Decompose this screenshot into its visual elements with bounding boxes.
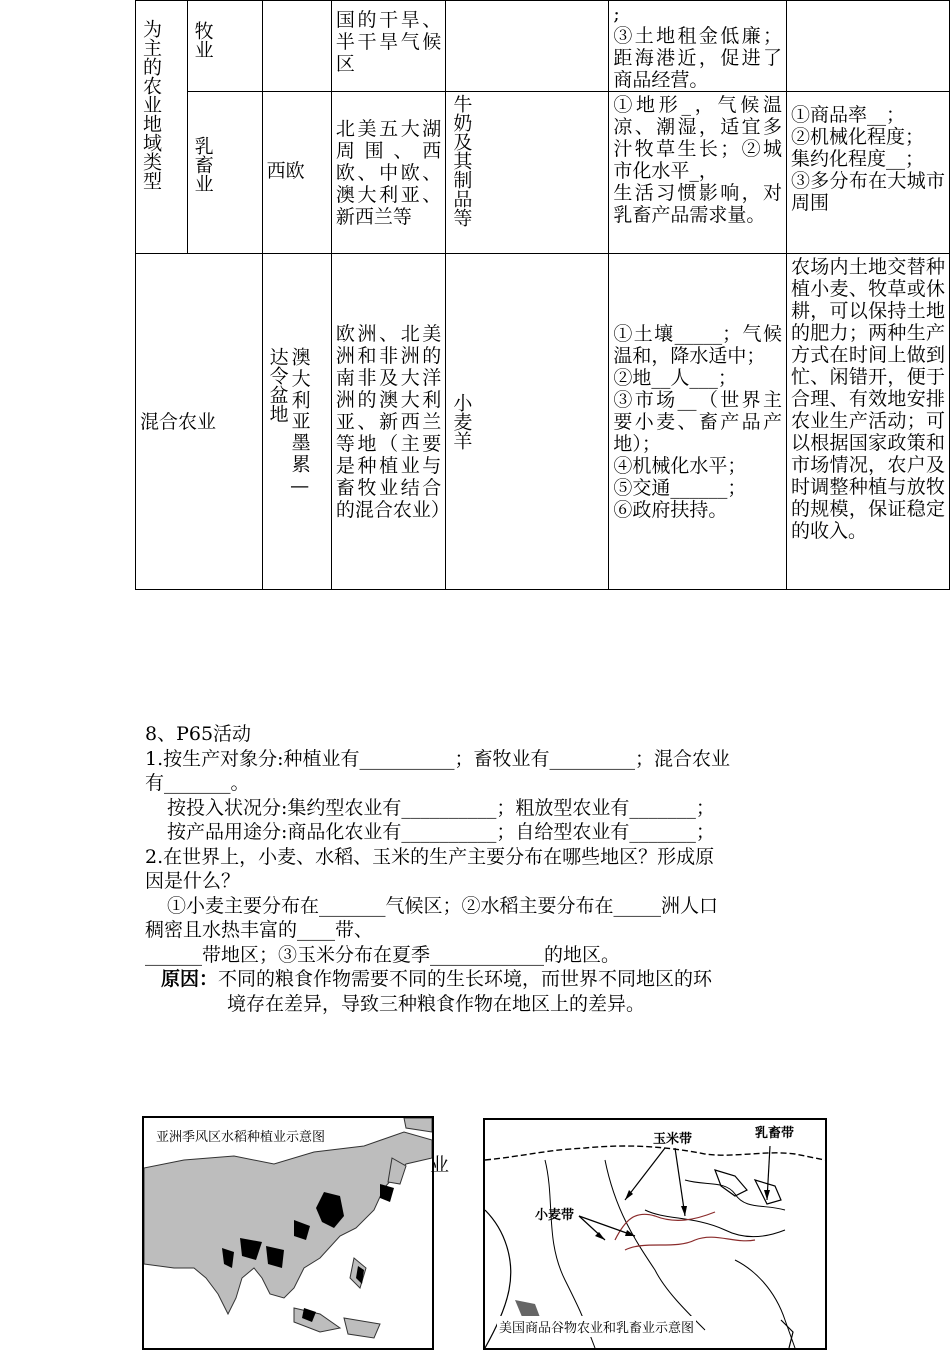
- dairy-features: ①商品率__； ②机械化程度； 集约化程度__； ③多分布在大城市周围: [790, 104, 945, 214]
- reason-line1: [145, 967, 815, 992]
- q1-line3: 按投入状况分:集约型农业有__________；粗放型农业有_______；: [167, 796, 715, 819]
- asia-map-caption: 亚洲季风区水稻种植业示意图: [156, 1130, 326, 1145]
- q1-line4: 按产品用途分:商品化农业有__________；自给型农业有_______；: [167, 821, 715, 843]
- reason-label: 原因：: [161, 968, 219, 990]
- reason-line2: 境存在差异，导致三种粮食作物在地区上的差异。: [227, 992, 646, 1015]
- group-label-cell: [136, 1, 188, 254]
- q2-line4: 稠密且水热丰富的____带、: [145, 919, 374, 941]
- asia-map-graphic: [144, 1118, 432, 1348]
- asia-rice-map: [142, 1116, 434, 1350]
- dairy-region-cell: [262, 92, 331, 254]
- grazing-distribution: 国的干旱、半干旱气候区: [335, 9, 442, 75]
- corn-belt-label: 玉米带: [653, 1132, 693, 1147]
- grazing-type-cell: [187, 1, 262, 92]
- wheat-belt-label: 小麦带: [535, 1208, 575, 1223]
- mixed-conditions-cell: [609, 254, 787, 590]
- dairy-distribution-cell: [331, 92, 445, 254]
- usa-grain-dairy-map: [483, 1118, 827, 1350]
- q2-line3: ①小麦主要分布在_______气候区；②水稻主要分布在_____洲人口: [167, 894, 719, 917]
- group-label: 为主的农业地域类型: [140, 19, 162, 190]
- grazing-product-cell: [446, 1, 609, 92]
- mixed-region: 澳大利亚墨累—达令盆地: [266, 346, 311, 497]
- mixed-product-cell: [446, 254, 609, 590]
- mixed-region-cell: [262, 254, 331, 590]
- mixed-conditions: ①土壤_____；气候温和，降水适中； ②地__人___； ③市场__（世界主要小麦、畜产品产地）； ④机械化水平； ⑤交通______； ⑥政府扶持。: [613, 322, 782, 521]
- mixed-features-cell: [786, 254, 949, 590]
- q1-line2: 有_______。: [145, 772, 250, 794]
- mixed-type: 混合农业: [140, 410, 217, 433]
- stray-char: 业: [430, 1154, 450, 1176]
- mixed-distribution: 欧洲、北美洲和非洲的南非及大洋洲的澳大利亚、新西兰等地（主要是种植业与畜牧业结合的混合农业）: [335, 322, 450, 521]
- dairy-belt-label: 乳畜带: [755, 1126, 795, 1141]
- q1-line1: 1.按生产对象分:种植业有__________；畜牧业有_________；混合农业: [145, 747, 731, 770]
- usa-map-graphic: [485, 1120, 825, 1348]
- dairy-conditions: ①地形_，气候温凉、潮湿，适宜多汁牧草生长；②城市化水平_， 生活习惯影响，对乳畜产品需求量。: [613, 94, 782, 226]
- dairy-distribution: 北美五大湖周围、西欧、中欧、澳大利亚、新西兰等: [335, 118, 442, 228]
- grazing-conditions: ; ③土地租金低廉；距海港近，促进了商品经营。: [613, 3, 782, 91]
- usa-map-caption: 美国商品谷物农业和乳畜业示意图: [497, 1316, 696, 1337]
- grazing-distribution-cell: [331, 1, 445, 92]
- grazing-type: 牧业: [191, 21, 214, 59]
- q2-line2: 因是什么？: [145, 870, 241, 892]
- mixed-distribution-cell: [331, 254, 450, 590]
- q2-line5: ______带地区；③玉米分布在夏季____________的地区。: [145, 943, 621, 966]
- agriculture-types-table: [135, 0, 950, 590]
- dairy-region: 西欧: [266, 160, 305, 182]
- activity-section: [145, 722, 815, 1016]
- grazing-region-cell: [262, 1, 331, 92]
- activity-heading: 8、P65活动: [145, 723, 252, 745]
- q2-line1: 2.在世界上，小麦、水稻、玉米的生产主要分布在哪些地区？形成原: [145, 845, 715, 868]
- mixed-features: 农场内土地交替种植小麦、牧草或休耕，可以保持土地的肥力；两种生产方式在时间上做到忙、闲错开，便于合理、有效地安排农业生产活动；可以根据国家政策和市场情况，农户及时调整种植与放牧的规模，保证稳定的收入。: [790, 256, 945, 542]
- dairy-features-cell: [786, 92, 949, 254]
- dairy-type-cell: [187, 92, 262, 254]
- grazing-conditions-cell: [609, 1, 787, 92]
- mixed-type-cell: [136, 254, 263, 590]
- reason-text1: 不同的粮食作物需要不同的生长环境，而世界不同地区的环: [218, 968, 713, 990]
- grazing-features-cell: [786, 1, 949, 92]
- mixed-product: 小麦羊: [450, 393, 473, 450]
- dairy-product-cell: [446, 92, 609, 254]
- dairy-type: 乳畜业: [191, 136, 214, 193]
- dairy-conditions-cell: [609, 92, 787, 254]
- dairy-product: 牛奶及其制品等: [450, 94, 473, 227]
